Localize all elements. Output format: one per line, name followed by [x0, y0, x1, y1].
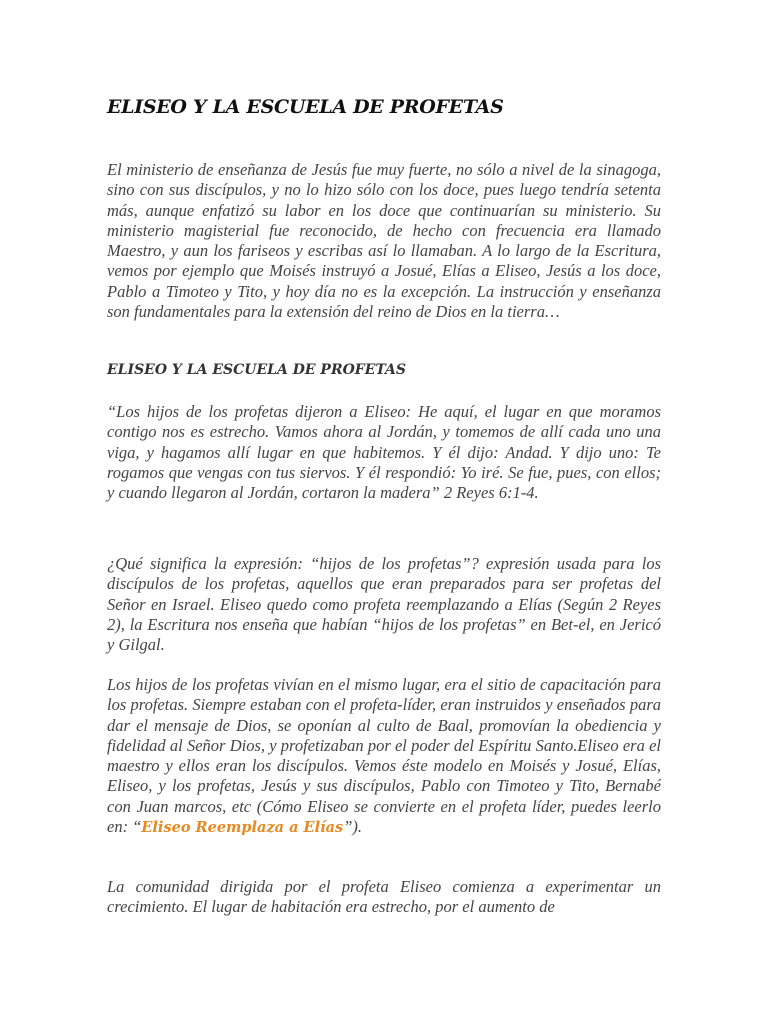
section-heading: ELISEO Y LA ESCUELA DE PROFETAS [107, 362, 407, 378]
intro-paragraph: El ministerio de enseñanza de Jesús fue muy fuerte, no sólo a nivel de la sinagoga, sino con sus discípulos, y no lo hizo sólo con los doce, pues luego tendría setenta más, aunque enfatizó su labor en los doce que continuarían su ministerio. Su ministerio magisterial fue reconocido, de hecho con frecuencia era llamado Maestro, y aun los fariseos y escribas así lo llamaban. A lo largo de la Escritura, vemos por ejemplo que Moisés instruyó a Josué, Elías a Eliseo, Jesús a los doce, Pablo a Timoteo y Tito, y hoy día no es la excepción. La instrucción y enseñanza son fundamentales para la extensión del reino de Dios en la tierra… [107, 160, 661, 322]
eliseo-reemplaza-link[interactable]: Eliseo Reemplaza a Elías [141, 819, 344, 837]
disciples-paragraph-text: Los hijos de los profetas vivían en el mismo lugar, era el sitio de capacitación para los profetas. Siempre estaban con el profeta-líder, eran instruidos y enseñados para dar el mensaje de Dios, se oponían al culto de Baal, promovían la obediencia y fidelidad al Señor Dios, y profetizaban por el poder del Espíritu Santo.Eliseo era el maestro y ellos eran los discípulos. Vemos éste modelo en Moisés y Josué, Elías, Eliseo, y los profetas, Jesús y sus discípulos, Pablo con Timoteo y Tito, Bernabé con Juan marcos, etc (Cómo Eliseo se convierte en el profeta líder, puedes leerlo en: “ [107, 675, 661, 837]
page-title: ELISEO Y LA ESCUELA DE PROFETAS [107, 96, 504, 118]
disciples-paragraph-end: ”). [343, 817, 362, 837]
quote-paragraph: “Los hijos de los profetas dijeron a Eliseo: He aquí, el lugar en que moramos contigo nos es estrecho. Vamos ahora al Jordán, y tomemos de allí cada uno una viga, y hagamos allí lugar en que habitemos. Y él dijo: Andad. Y dijo uno: Te rogamos que vengas con tus siervos. Y él respondió: Yo iré. Se fue, pues, con ellos; y cuando llegaron al Jordán, cortaron la madera” 2 Reyes 6:1-4. [107, 402, 661, 503]
question-paragraph: ¿Qué significa la expresión: “hijos de los profetas”? expresión usada para los discípulos de los profetas, aquellos que eran preparados para ser profetas del Señor en Israel. Eliseo quedo como profeta reemplazando a Elías (Según 2 Reyes 2), la Escritura nos enseña que habían “hijos de los profetas” en Bet-el, en Jericó y Gilgal. [107, 554, 661, 655]
community-paragraph: La comunidad dirigida por el profeta Eliseo comienza a experimentar un crecimiento. El lugar de habitación era estrecho, por el aumento de [107, 877, 661, 917]
disciples-paragraph [107, 675, 661, 838]
